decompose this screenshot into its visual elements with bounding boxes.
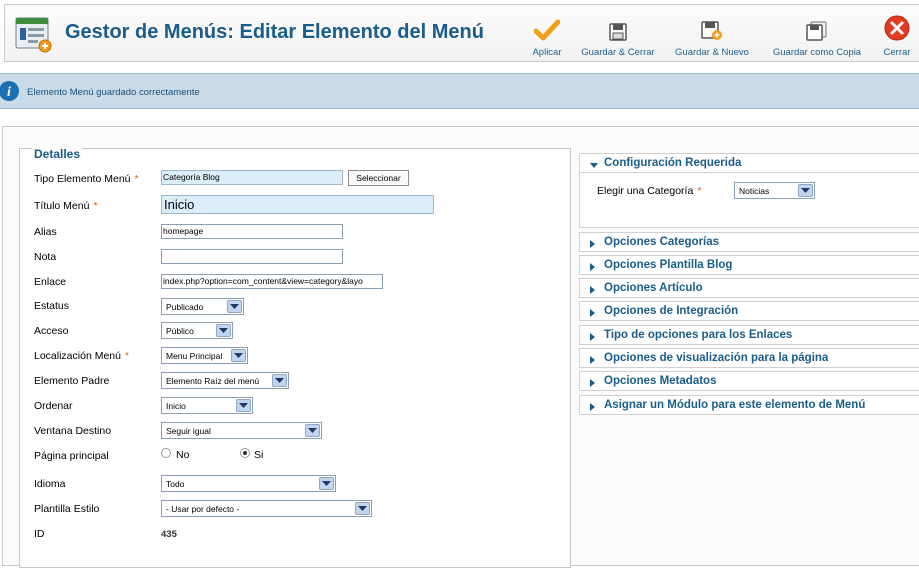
estatus-select[interactable]: Publicado [161, 298, 244, 315]
padre-label: Elemento Padre [34, 375, 110, 387]
triangle-right-icon [590, 355, 596, 367]
id-value: 435 [161, 529, 177, 540]
save-new-button[interactable]: Guardar & Nuevo [669, 15, 755, 58]
chevron-down-icon [227, 300, 242, 313]
acc-opciones-categorias[interactable]: Opciones Categorías [579, 232, 919, 252]
toolbar [4, 4, 919, 62]
options-panel [579, 153, 919, 553]
checkmark-icon [525, 15, 569, 41]
plantilla-select[interactable]: - Usar por defecto - [161, 500, 372, 517]
principal-label: Página principal [34, 450, 109, 462]
ordenar-label: Ordenar [34, 400, 73, 412]
triangle-right-icon [590, 262, 596, 274]
triangle-right-icon [590, 239, 596, 251]
configuracion-requerida-body [579, 173, 919, 228]
triangle-right-icon [590, 308, 596, 320]
triangle-right-icon [590, 378, 596, 390]
acceso-select[interactable]: Público [161, 322, 233, 339]
principal-si-label: Si [254, 449, 264, 461]
acc-tipo-opciones-enlaces[interactable]: Tipo de opciones para los Enlaces [579, 325, 919, 345]
chevron-down-icon [236, 399, 251, 412]
save-copy-icon [767, 15, 867, 41]
titulo-label: Título Menú * [34, 200, 98, 212]
categoria-label: Elegir una Categoría * [597, 185, 702, 197]
id-label: ID [34, 528, 45, 540]
triangle-right-icon [590, 285, 596, 297]
close-button[interactable]: Cerrar [875, 15, 919, 58]
plantilla-label: Plantilla Estilo [34, 503, 100, 515]
apply-button[interactable]: Aplicar [525, 15, 569, 58]
message-bar [0, 73, 919, 109]
acc-opciones-articulo[interactable]: Opciones Artículo [579, 278, 919, 298]
page-title: Gestor de Menús: Editar Elemento del Menú [65, 21, 484, 43]
acc-opciones-metadatos[interactable]: Opciones Metadatos [579, 371, 919, 391]
alias-label: Alias [34, 226, 57, 238]
acc-opciones-visualizacion[interactable]: Opciones de visualización para la página [579, 348, 919, 368]
chevron-down-icon [231, 349, 246, 362]
principal-no-label: No [176, 449, 190, 461]
localizacion-label: Localización Menú * [34, 350, 130, 362]
acc-asignar-modulo[interactable]: Asignar un Módulo para este elemento de Menú [579, 395, 919, 415]
alias-input[interactable]: homepage [161, 224, 343, 239]
acceso-label: Acceso [34, 325, 69, 337]
save-close-button[interactable]: Guardar & Cerrar [575, 15, 661, 58]
triangle-right-icon [590, 402, 596, 414]
chevron-down-icon [798, 184, 813, 197]
chevron-down-icon [319, 477, 334, 490]
titulo-input[interactable]: Inicio [161, 195, 434, 214]
details-legend: Detalles [34, 147, 81, 161]
chevron-down-icon [272, 374, 287, 387]
menu-manager-icon [14, 14, 54, 54]
ventana-select[interactable]: Seguir igual [161, 422, 322, 439]
nota-input[interactable] [161, 249, 343, 264]
seleccionar-button[interactable]: Seleccionar [348, 170, 409, 186]
info-icon [0, 80, 20, 105]
chevron-down-icon [355, 502, 370, 515]
acc-opciones-plantilla-blog[interactable]: Opciones Plantilla Blog [579, 255, 919, 275]
padre-select[interactable]: Elemento Raíz del menú [161, 372, 289, 389]
ventana-label: Ventana Destino [34, 425, 112, 437]
triangle-down-icon [590, 160, 598, 172]
principal-si-radio[interactable] [240, 448, 250, 458]
estatus-label: Estatus [34, 300, 70, 312]
save-copy-button[interactable]: Guardar como Copia [767, 15, 867, 58]
save-new-icon [669, 15, 755, 41]
tipo-input[interactable]: Categoría Blog [161, 170, 343, 185]
triangle-right-icon [590, 332, 596, 344]
categoria-select[interactable]: Noticias [734, 182, 815, 199]
save-close-icon [575, 15, 661, 41]
svg-text:i: i [7, 85, 11, 100]
close-icon [875, 15, 919, 41]
tipo-label: Tipo Elemento Menú * [34, 173, 139, 185]
enlace-input[interactable]: index.php?option=com_content&view=category&layo [161, 274, 383, 289]
localizacion-select[interactable]: Menu Principal [161, 347, 248, 364]
chevron-down-icon [305, 424, 320, 437]
acc-opciones-integracion[interactable]: Opciones de Integración [579, 301, 919, 321]
nota-label: Nota [34, 251, 57, 263]
acc-configuracion-requerida[interactable]: Configuración Requerida [579, 153, 919, 173]
principal-no-radio[interactable] [161, 448, 171, 458]
idioma-select[interactable]: Todo [161, 475, 336, 492]
status-message: Elemento Menú guardado correctamente [27, 87, 200, 98]
enlace-label: Enlace [34, 276, 67, 288]
ordenar-select[interactable]: Inicio [161, 397, 253, 414]
idioma-label: Idioma [34, 478, 66, 490]
chevron-down-icon [216, 324, 231, 337]
